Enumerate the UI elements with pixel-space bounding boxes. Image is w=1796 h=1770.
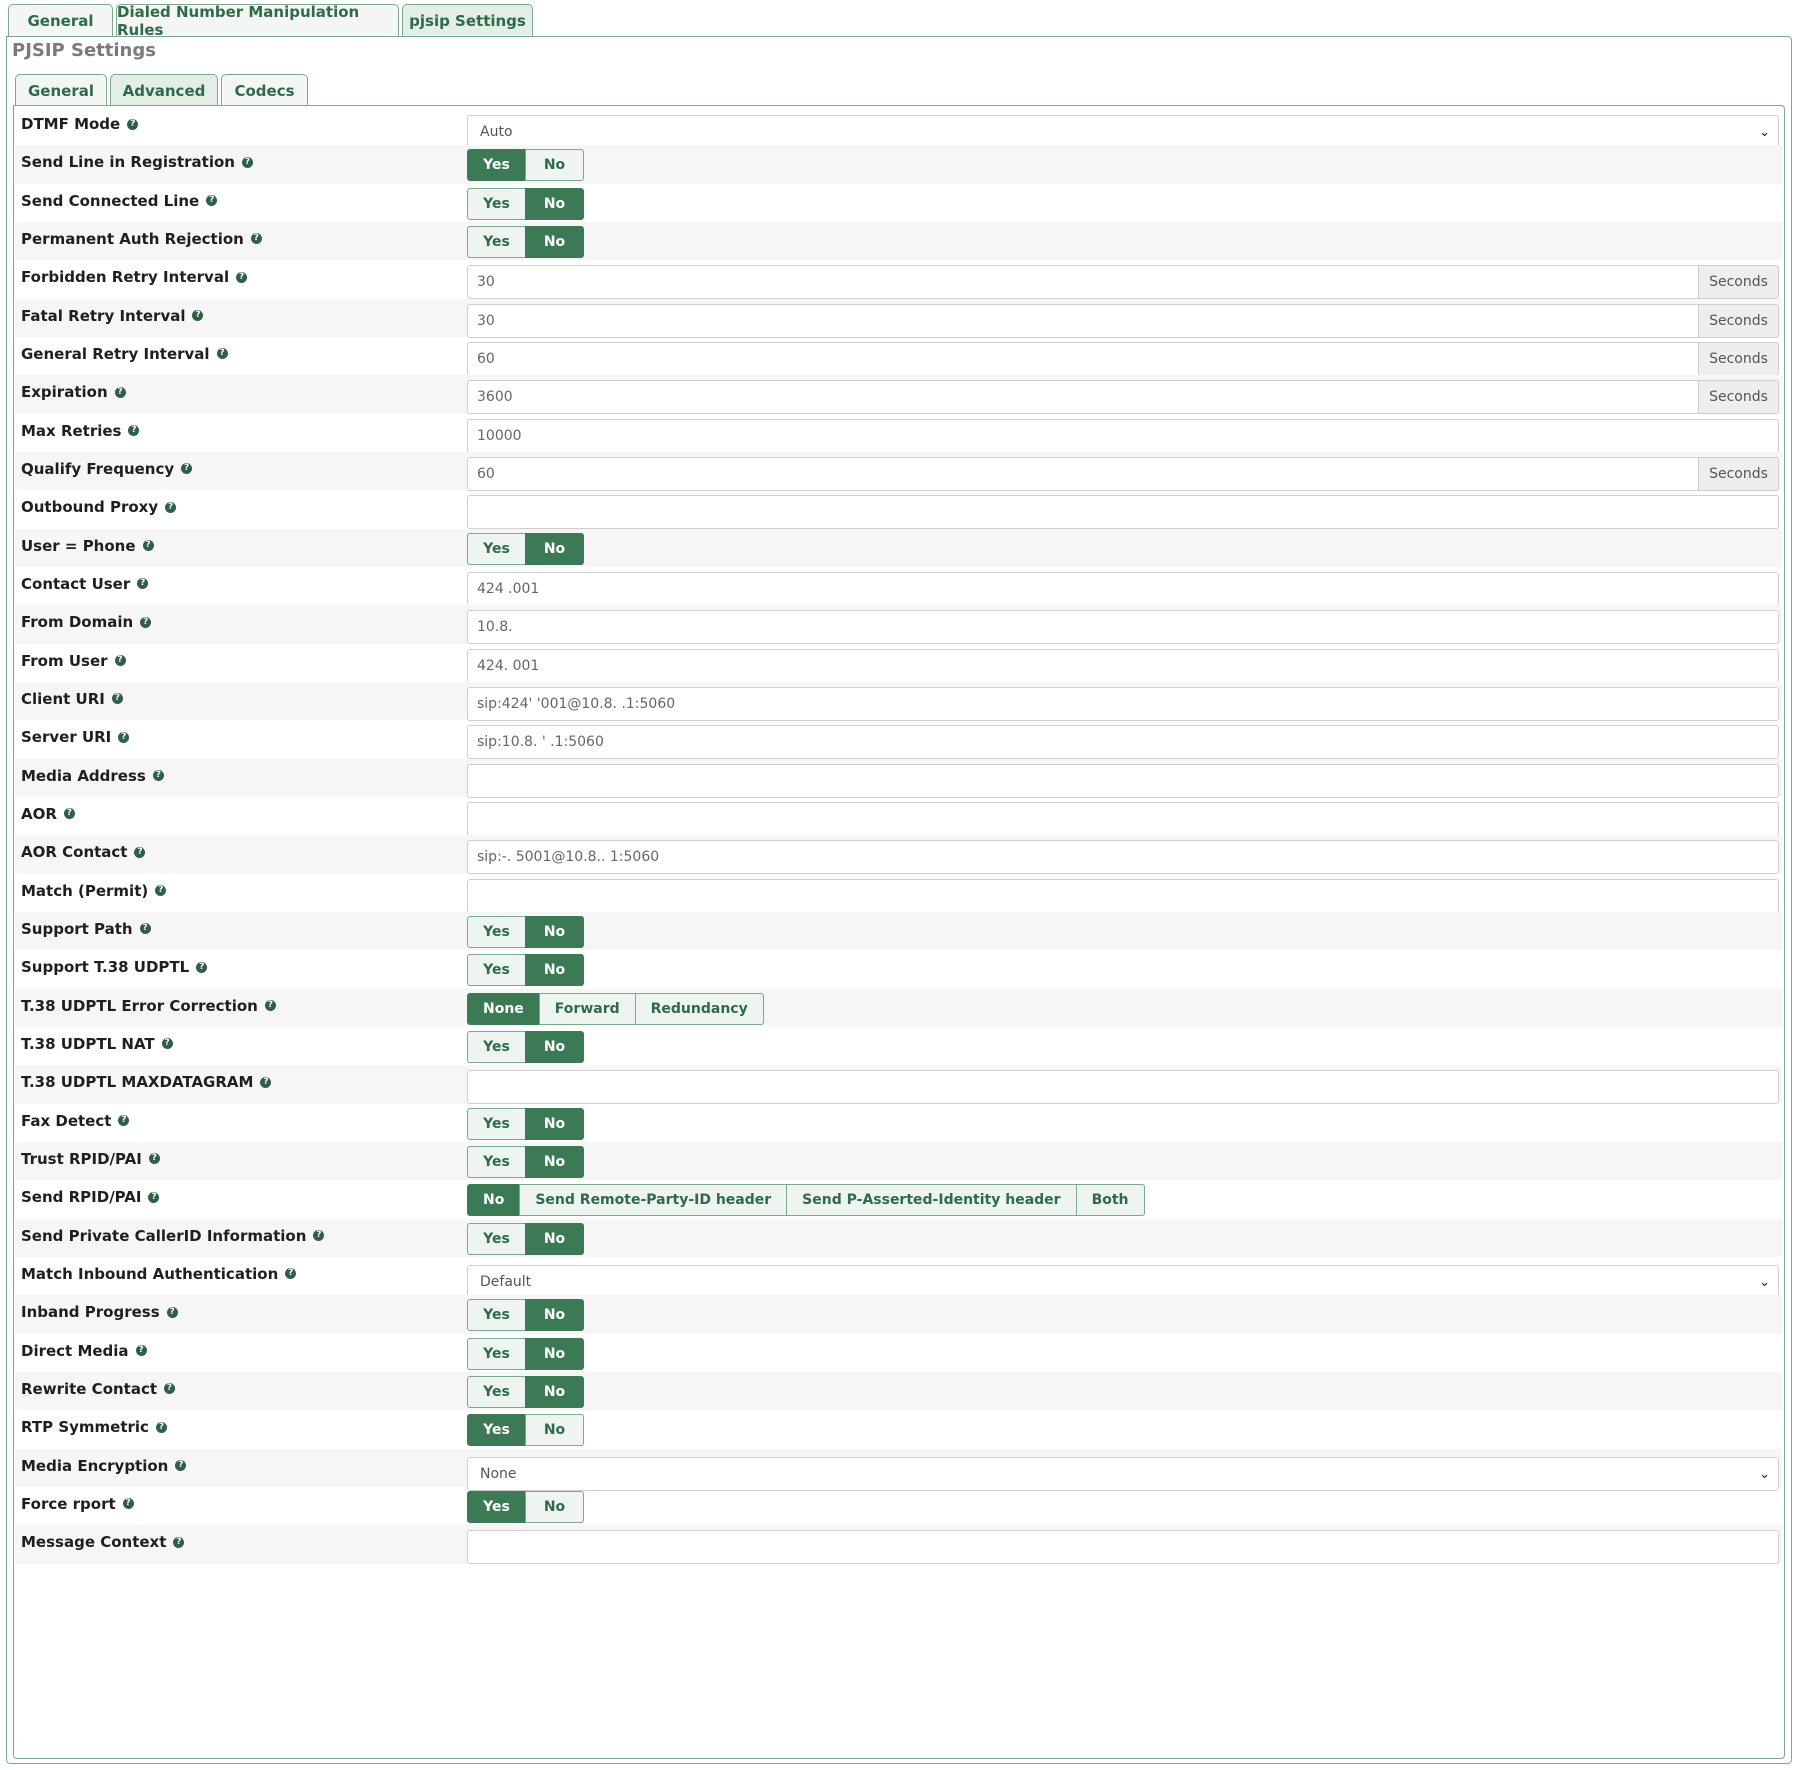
question-circle-icon[interactable]: ? (115, 655, 126, 666)
field-label (21, 1418, 167, 1436)
general-retry-interval-input-group (467, 342, 1779, 376)
field-control (467, 802, 1779, 836)
field-label-text: Support Path (21, 919, 133, 938)
field-control (467, 1070, 1779, 1104)
fatal-retry-interval-input-group (467, 304, 1779, 338)
field-label (21, 1265, 296, 1283)
field-control (467, 1299, 1779, 1333)
field-label (21, 920, 151, 938)
field-label-text: User = Phone (21, 536, 136, 555)
field-label (21, 958, 207, 976)
option-yes[interactable]: Yes (467, 916, 526, 948)
field-label-text: Max Retries (21, 421, 122, 440)
user-phone-radio-group (467, 533, 584, 565)
max-retries-input[interactable]: 10000 (467, 419, 1779, 453)
question-circle-icon[interactable]: ? (162, 1038, 173, 1049)
field-row-inband-progress (15, 1295, 1782, 1333)
field-label (21, 192, 217, 210)
field-row-outbound-proxy (15, 490, 1782, 528)
field-control (467, 265, 1779, 299)
question-circle-icon[interactable]: ? (242, 157, 253, 168)
question-circle-icon[interactable]: ? (140, 923, 151, 934)
field-label-text: Media Address (21, 766, 146, 785)
field-row-t-38-udptl-nat (15, 1027, 1782, 1065)
question-circle-icon[interactable]: ? (118, 732, 129, 743)
option-no[interactable]: No (525, 916, 584, 948)
field-control (467, 1338, 1779, 1372)
field-row-aor (15, 797, 1782, 835)
from-user-input[interactable]: 424. 001 (467, 649, 1779, 683)
unit-addon: Seconds (1699, 265, 1779, 299)
field-control (467, 572, 1779, 606)
field-label (21, 498, 176, 516)
field-row-support-path (15, 912, 1782, 950)
field-row-media-address (15, 759, 1782, 797)
field-control (467, 457, 1779, 491)
chevron-down-icon: ⌄ (1759, 1274, 1770, 1290)
field-control (467, 1146, 1779, 1180)
option-yes[interactable]: Yes (467, 1031, 526, 1063)
match-permit-input[interactable] (467, 879, 1779, 913)
inband-progress-radio-group (467, 1299, 584, 1331)
field-label-text: DTMF Mode (21, 115, 121, 133)
field-control (467, 954, 1779, 988)
send-line-in-registration-radio-group (467, 149, 584, 181)
field-control (467, 649, 1779, 683)
general-retry-interval-input[interactable]: 60 (467, 342, 1699, 376)
question-circle-icon[interactable]: ? (192, 310, 203, 321)
field-label-text: Match Inbound Authentication (21, 1264, 279, 1283)
question-circle-icon[interactable]: ? (137, 578, 148, 589)
option-yes[interactable]: Yes (467, 1223, 526, 1255)
question-circle-icon[interactable]: ? (156, 1422, 167, 1433)
field-control (467, 1530, 1779, 1564)
option-yes[interactable]: Yes (467, 533, 526, 565)
chevron-down-icon: ⌄ (1759, 125, 1770, 140)
question-circle-icon[interactable]: ? (115, 387, 126, 398)
field-row-fax-detect (15, 1104, 1782, 1142)
option-no[interactable]: No (525, 149, 584, 181)
option-both[interactable]: Both (1076, 1184, 1145, 1216)
field-label (21, 307, 203, 325)
option-yes[interactable]: Yes (467, 1108, 526, 1140)
field-control (467, 879, 1779, 913)
field-control (467, 1223, 1779, 1257)
support-t-38-udptl-radio-group (467, 954, 584, 986)
field-control (467, 1184, 1779, 1218)
field-row-force-rport (15, 1487, 1782, 1525)
tab-pjsip-settings[interactable]: pjsip Settings (402, 4, 533, 37)
field-label (21, 1533, 184, 1551)
field-control (467, 1265, 1779, 1299)
field-label-text: Qualify Frequency (21, 459, 175, 478)
question-circle-icon[interactable]: ? (236, 272, 247, 283)
field-row-forbidden-retry-interval (15, 260, 1782, 298)
option-send-remote-party-id-header[interactable]: Send Remote-Party-ID header (519, 1184, 787, 1216)
question-circle-icon[interactable]: ? (127, 119, 138, 130)
field-label (21, 613, 151, 631)
option-send-p-asserted-identity-header[interactable]: Send P-Asserted-Identity header (786, 1184, 1076, 1216)
field-label (21, 843, 145, 861)
question-circle-icon[interactable]: ? (313, 1230, 324, 1241)
field-row-rtp-symmetric (15, 1410, 1782, 1448)
field-label-text: Outbound Proxy (21, 498, 159, 517)
section-title: PJSIP Settings (12, 40, 156, 61)
field-label-text: Rewrite Contact (21, 1379, 158, 1398)
forbidden-retry-interval-input[interactable]: 30 (467, 265, 1699, 299)
field-label-text: RTP Symmetric (21, 1418, 149, 1437)
field-label (21, 1303, 178, 1321)
field-row-fatal-retry-interval (15, 299, 1782, 337)
sub-tab-bar (15, 74, 311, 106)
field-label (21, 690, 123, 708)
fax-detect-radio-group (467, 1108, 584, 1140)
field-label (21, 115, 138, 133)
field-label (21, 652, 126, 670)
field-label (21, 575, 148, 593)
option-no[interactable]: No (525, 1376, 584, 1408)
field-control (467, 1108, 1779, 1142)
field-control (467, 725, 1779, 759)
field-label (21, 383, 126, 401)
field-label-text: Send Connected Line (21, 191, 200, 210)
field-label-text: Contact User (21, 574, 131, 593)
question-circle-icon[interactable]: ? (112, 693, 123, 704)
select-value: Default (480, 1273, 532, 1290)
tab-dialed-number-manipulation-rules[interactable]: Dialed Number Manipulation Rules (116, 4, 399, 37)
field-label-text: Client URI (21, 689, 105, 708)
server-uri-input[interactable]: sip:10.8. ' .1:5060 (467, 725, 1779, 759)
question-circle-icon[interactable]: ? (173, 1537, 184, 1548)
field-control (467, 533, 1779, 567)
t-38-udptl-maxdatagram-input[interactable] (467, 1070, 1779, 1104)
field-control (467, 610, 1779, 644)
field-label-text: AOR Contact (21, 843, 128, 862)
field-label (21, 537, 154, 555)
tab-general[interactable]: General (8, 4, 113, 37)
field-row-send-rpid-pai (15, 1180, 1782, 1218)
field-row-from-user (15, 644, 1782, 682)
field-label-text: Message Context (21, 1533, 167, 1552)
rewrite-contact-radio-group (467, 1376, 584, 1408)
field-control (467, 1457, 1779, 1491)
field-label-text: T.38 UDPTL NAT (21, 1034, 155, 1053)
t-38-udptl-nat-radio-group (467, 1031, 584, 1063)
option-no[interactable]: No (525, 188, 584, 220)
field-label (21, 1073, 271, 1091)
field-label-text: AOR (21, 804, 57, 823)
field-control (467, 1491, 1779, 1525)
field-control (467, 1376, 1779, 1410)
field-row-rewrite-contact (15, 1372, 1782, 1410)
question-circle-icon[interactable]: ? (136, 1345, 147, 1356)
question-circle-icon[interactable]: ? (181, 463, 192, 474)
field-label (21, 422, 139, 440)
subtab-codecs[interactable]: Codecs (221, 74, 308, 106)
question-circle-icon[interactable]: ? (165, 502, 176, 513)
option-no[interactable]: No (525, 1108, 584, 1140)
field-row-media-encryption (15, 1449, 1782, 1487)
field-label-text: Send RPID/PAI (21, 1188, 142, 1207)
question-circle-icon[interactable]: ? (149, 1153, 160, 1164)
option-none[interactable]: None (467, 993, 540, 1025)
dtmf-mode-select[interactable] (467, 115, 1779, 149)
field-control (467, 115, 1779, 149)
field-row-dtmf-mode (15, 107, 1782, 145)
field-row-client-uri (15, 682, 1782, 720)
option-yes[interactable]: Yes (467, 1299, 526, 1331)
media-encryption-select[interactable] (467, 1457, 1779, 1491)
field-control (467, 304, 1779, 338)
question-circle-icon[interactable]: ? (123, 1498, 134, 1509)
field-label (21, 460, 192, 478)
field-label (21, 1035, 173, 1053)
question-circle-icon[interactable]: ? (153, 770, 164, 781)
expiration-input-group (467, 380, 1779, 414)
field-control (467, 1414, 1779, 1448)
option-yes[interactable]: Yes (467, 1376, 526, 1408)
field-label (21, 728, 129, 746)
qualify-frequency-input-group (467, 457, 1779, 491)
field-label-text: Force rport (21, 1494, 116, 1513)
field-control (467, 495, 1779, 529)
field-row-aor-contact (15, 835, 1782, 873)
client-uri-input[interactable]: sip:424' '001@10.8. .1:5060 (467, 687, 1779, 721)
unit-addon: Seconds (1699, 304, 1779, 338)
option-yes[interactable]: Yes (467, 1338, 526, 1370)
field-label (21, 997, 276, 1015)
field-row-match-permit (15, 874, 1782, 912)
option-no[interactable]: No (525, 226, 584, 258)
field-row-message-context (15, 1525, 1782, 1563)
fatal-retry-interval-input[interactable]: 30 (467, 304, 1699, 338)
field-label-text: Forbidden Retry Interval (21, 268, 230, 287)
rtp-symmetric-radio-group (467, 1414, 584, 1446)
question-circle-icon[interactable]: ? (118, 1115, 129, 1126)
match-inbound-authentication-select[interactable] (467, 1265, 1779, 1299)
contact-user-input[interactable]: 424 .001 (467, 572, 1779, 606)
question-circle-icon[interactable]: ? (260, 1077, 271, 1088)
field-label-text: T.38 UDPTL MAXDATAGRAM (21, 1073, 254, 1092)
field-control (467, 188, 1779, 222)
option-no[interactable]: No (467, 1184, 520, 1216)
from-domain-input[interactable]: 10.8. (467, 610, 1779, 644)
field-label-text: Match (Permit) (21, 881, 149, 900)
option-yes[interactable]: Yes (467, 226, 526, 258)
field-label (21, 1457, 186, 1475)
field-label (21, 1495, 134, 1513)
field-label (21, 1227, 324, 1245)
unit-addon: Seconds (1699, 457, 1779, 491)
field-label-text: Expiration (21, 383, 108, 402)
field-control (467, 380, 1779, 414)
field-control (467, 226, 1779, 260)
question-circle-icon[interactable]: ? (143, 540, 154, 551)
question-circle-icon[interactable]: ? (140, 617, 151, 628)
permanent-auth-rejection-radio-group (467, 226, 584, 258)
question-circle-icon[interactable]: ? (175, 1460, 186, 1471)
field-control (467, 993, 1779, 1027)
field-row-expiration (15, 375, 1782, 413)
field-label (21, 1380, 175, 1398)
option-yes[interactable]: Yes (467, 954, 526, 986)
field-label-text: Fatal Retry Interval (21, 306, 186, 325)
field-label (21, 882, 166, 900)
option-no[interactable]: No (525, 1338, 584, 1370)
field-label-text: Inband Progress (21, 1303, 160, 1322)
field-control (467, 840, 1779, 874)
field-row-user-phone (15, 529, 1782, 567)
field-row-qualify-frequency (15, 452, 1782, 490)
direct-media-radio-group (467, 1338, 584, 1370)
force-rport-radio-group (467, 1491, 584, 1523)
field-row-trust-rpid-pai (15, 1142, 1782, 1180)
field-row-send-connected-line (15, 184, 1782, 222)
field-row-from-domain (15, 605, 1782, 643)
field-row-match-inbound-authentication (15, 1257, 1782, 1295)
field-control (467, 764, 1779, 798)
field-label (21, 1342, 147, 1360)
field-row-support-t-38-udptl (15, 950, 1782, 988)
field-row-permanent-auth-rejection (15, 222, 1782, 260)
question-circle-icon[interactable]: ? (167, 1307, 178, 1318)
field-control (467, 1031, 1779, 1065)
send-connected-line-radio-group (467, 188, 584, 220)
field-label (21, 1112, 129, 1130)
field-row-t-38-udptl-maxdatagram (15, 1065, 1782, 1103)
question-circle-icon[interactable]: ? (196, 962, 207, 973)
select-value: Auto (480, 124, 513, 140)
message-context-input[interactable] (467, 1530, 1779, 1564)
field-label-text: From Domain (21, 613, 134, 632)
option-yes[interactable]: Yes (467, 1414, 526, 1446)
question-circle-icon[interactable]: ? (148, 1192, 159, 1203)
send-private-callerid-information-radio-group (467, 1223, 584, 1255)
field-label-text: Trust RPID/PAI (21, 1149, 142, 1168)
question-circle-icon[interactable]: ? (206, 195, 217, 206)
field-row-general-retry-interval (15, 337, 1782, 375)
field-label-text: From User (21, 651, 108, 670)
field-label-text: T.38 UDPTL Error Correction (21, 996, 258, 1015)
chevron-down-icon: ⌄ (1759, 1466, 1770, 1482)
option-no[interactable]: No (525, 1299, 584, 1331)
question-circle-icon[interactable]: ? (251, 233, 262, 244)
subtab-general[interactable]: General (15, 74, 107, 106)
question-circle-icon[interactable]: ? (64, 808, 75, 819)
option-no[interactable]: No (525, 533, 584, 565)
field-label-text: Send Line in Registration (21, 153, 235, 172)
option-redundancy[interactable]: Redundancy (635, 993, 764, 1025)
field-row-send-private-callerid-information (15, 1219, 1782, 1257)
field-label-text: Send Private CallerID Information (21, 1226, 307, 1245)
support-path-radio-group (467, 916, 584, 948)
field-control (467, 916, 1779, 950)
field-row-t-38-udptl-error-correction (15, 989, 1782, 1027)
field-label (21, 230, 262, 248)
field-label (21, 153, 253, 171)
field-label-text: General Retry Interval (21, 344, 210, 363)
top-tab-bar (8, 4, 536, 37)
field-label (21, 268, 247, 286)
field-row-send-line-in-registration (15, 145, 1782, 183)
field-label-text: Direct Media (21, 1341, 129, 1360)
option-yes[interactable]: Yes (467, 188, 526, 220)
unit-addon: Seconds (1699, 380, 1779, 414)
aor-contact-input[interactable]: sip:-. 5001@10.8.. 1:5060 (467, 840, 1779, 874)
expiration-input[interactable]: 3600 (467, 380, 1699, 414)
field-label-text: Media Encryption (21, 1456, 169, 1475)
option-no[interactable]: No (525, 1414, 584, 1446)
subtab-advanced[interactable]: Advanced (110, 74, 218, 106)
field-label (21, 805, 75, 823)
field-control (467, 419, 1779, 453)
field-label (21, 1188, 159, 1206)
option-no[interactable]: No (525, 1146, 584, 1178)
field-row-contact-user (15, 567, 1782, 605)
forbidden-retry-interval-input-group (467, 265, 1779, 299)
question-circle-icon[interactable]: ? (155, 885, 166, 896)
unit-addon: Seconds (1699, 342, 1779, 376)
field-label (21, 767, 164, 785)
question-circle-icon[interactable]: ? (128, 425, 139, 436)
t-38-udptl-error-correction-radio-group (467, 993, 764, 1025)
question-circle-icon[interactable]: ? (164, 1383, 175, 1394)
question-circle-icon[interactable]: ? (217, 348, 228, 359)
option-no[interactable]: No (525, 1491, 584, 1523)
qualify-frequency-input[interactable]: 60 (467, 457, 1699, 491)
option-no[interactable]: No (525, 1223, 584, 1255)
send-rpid-pai-radio-group (467, 1184, 1145, 1216)
aor-input[interactable] (467, 802, 1779, 836)
field-row-server-uri (15, 720, 1782, 758)
field-label (21, 345, 228, 363)
option-yes[interactable]: Yes (467, 149, 526, 181)
select-value: None (480, 1465, 517, 1482)
option-no[interactable]: No (525, 1031, 584, 1063)
question-circle-icon[interactable]: ? (134, 847, 145, 858)
option-no[interactable]: No (525, 954, 584, 986)
option-forward[interactable]: Forward (539, 993, 636, 1025)
trust-rpid-pai-radio-group (467, 1146, 584, 1178)
media-address-input[interactable] (467, 764, 1779, 798)
field-row-direct-media (15, 1334, 1782, 1372)
field-label-text: Server URI (21, 728, 112, 747)
field-label-text: Fax Detect (21, 1111, 112, 1130)
field-control (467, 342, 1779, 376)
field-control (467, 149, 1779, 183)
field-row-max-retries (15, 414, 1782, 452)
option-yes[interactable]: Yes (467, 1146, 526, 1178)
outbound-proxy-input[interactable] (467, 495, 1779, 529)
question-circle-icon[interactable]: ? (285, 1268, 296, 1279)
field-label (21, 1150, 160, 1168)
question-circle-icon[interactable]: ? (265, 1000, 276, 1011)
field-label-text: Support T.38 UDPTL (21, 958, 190, 977)
option-yes[interactable]: Yes (467, 1491, 526, 1523)
field-control (467, 687, 1779, 721)
field-label-text: Permanent Auth Rejection (21, 229, 244, 248)
